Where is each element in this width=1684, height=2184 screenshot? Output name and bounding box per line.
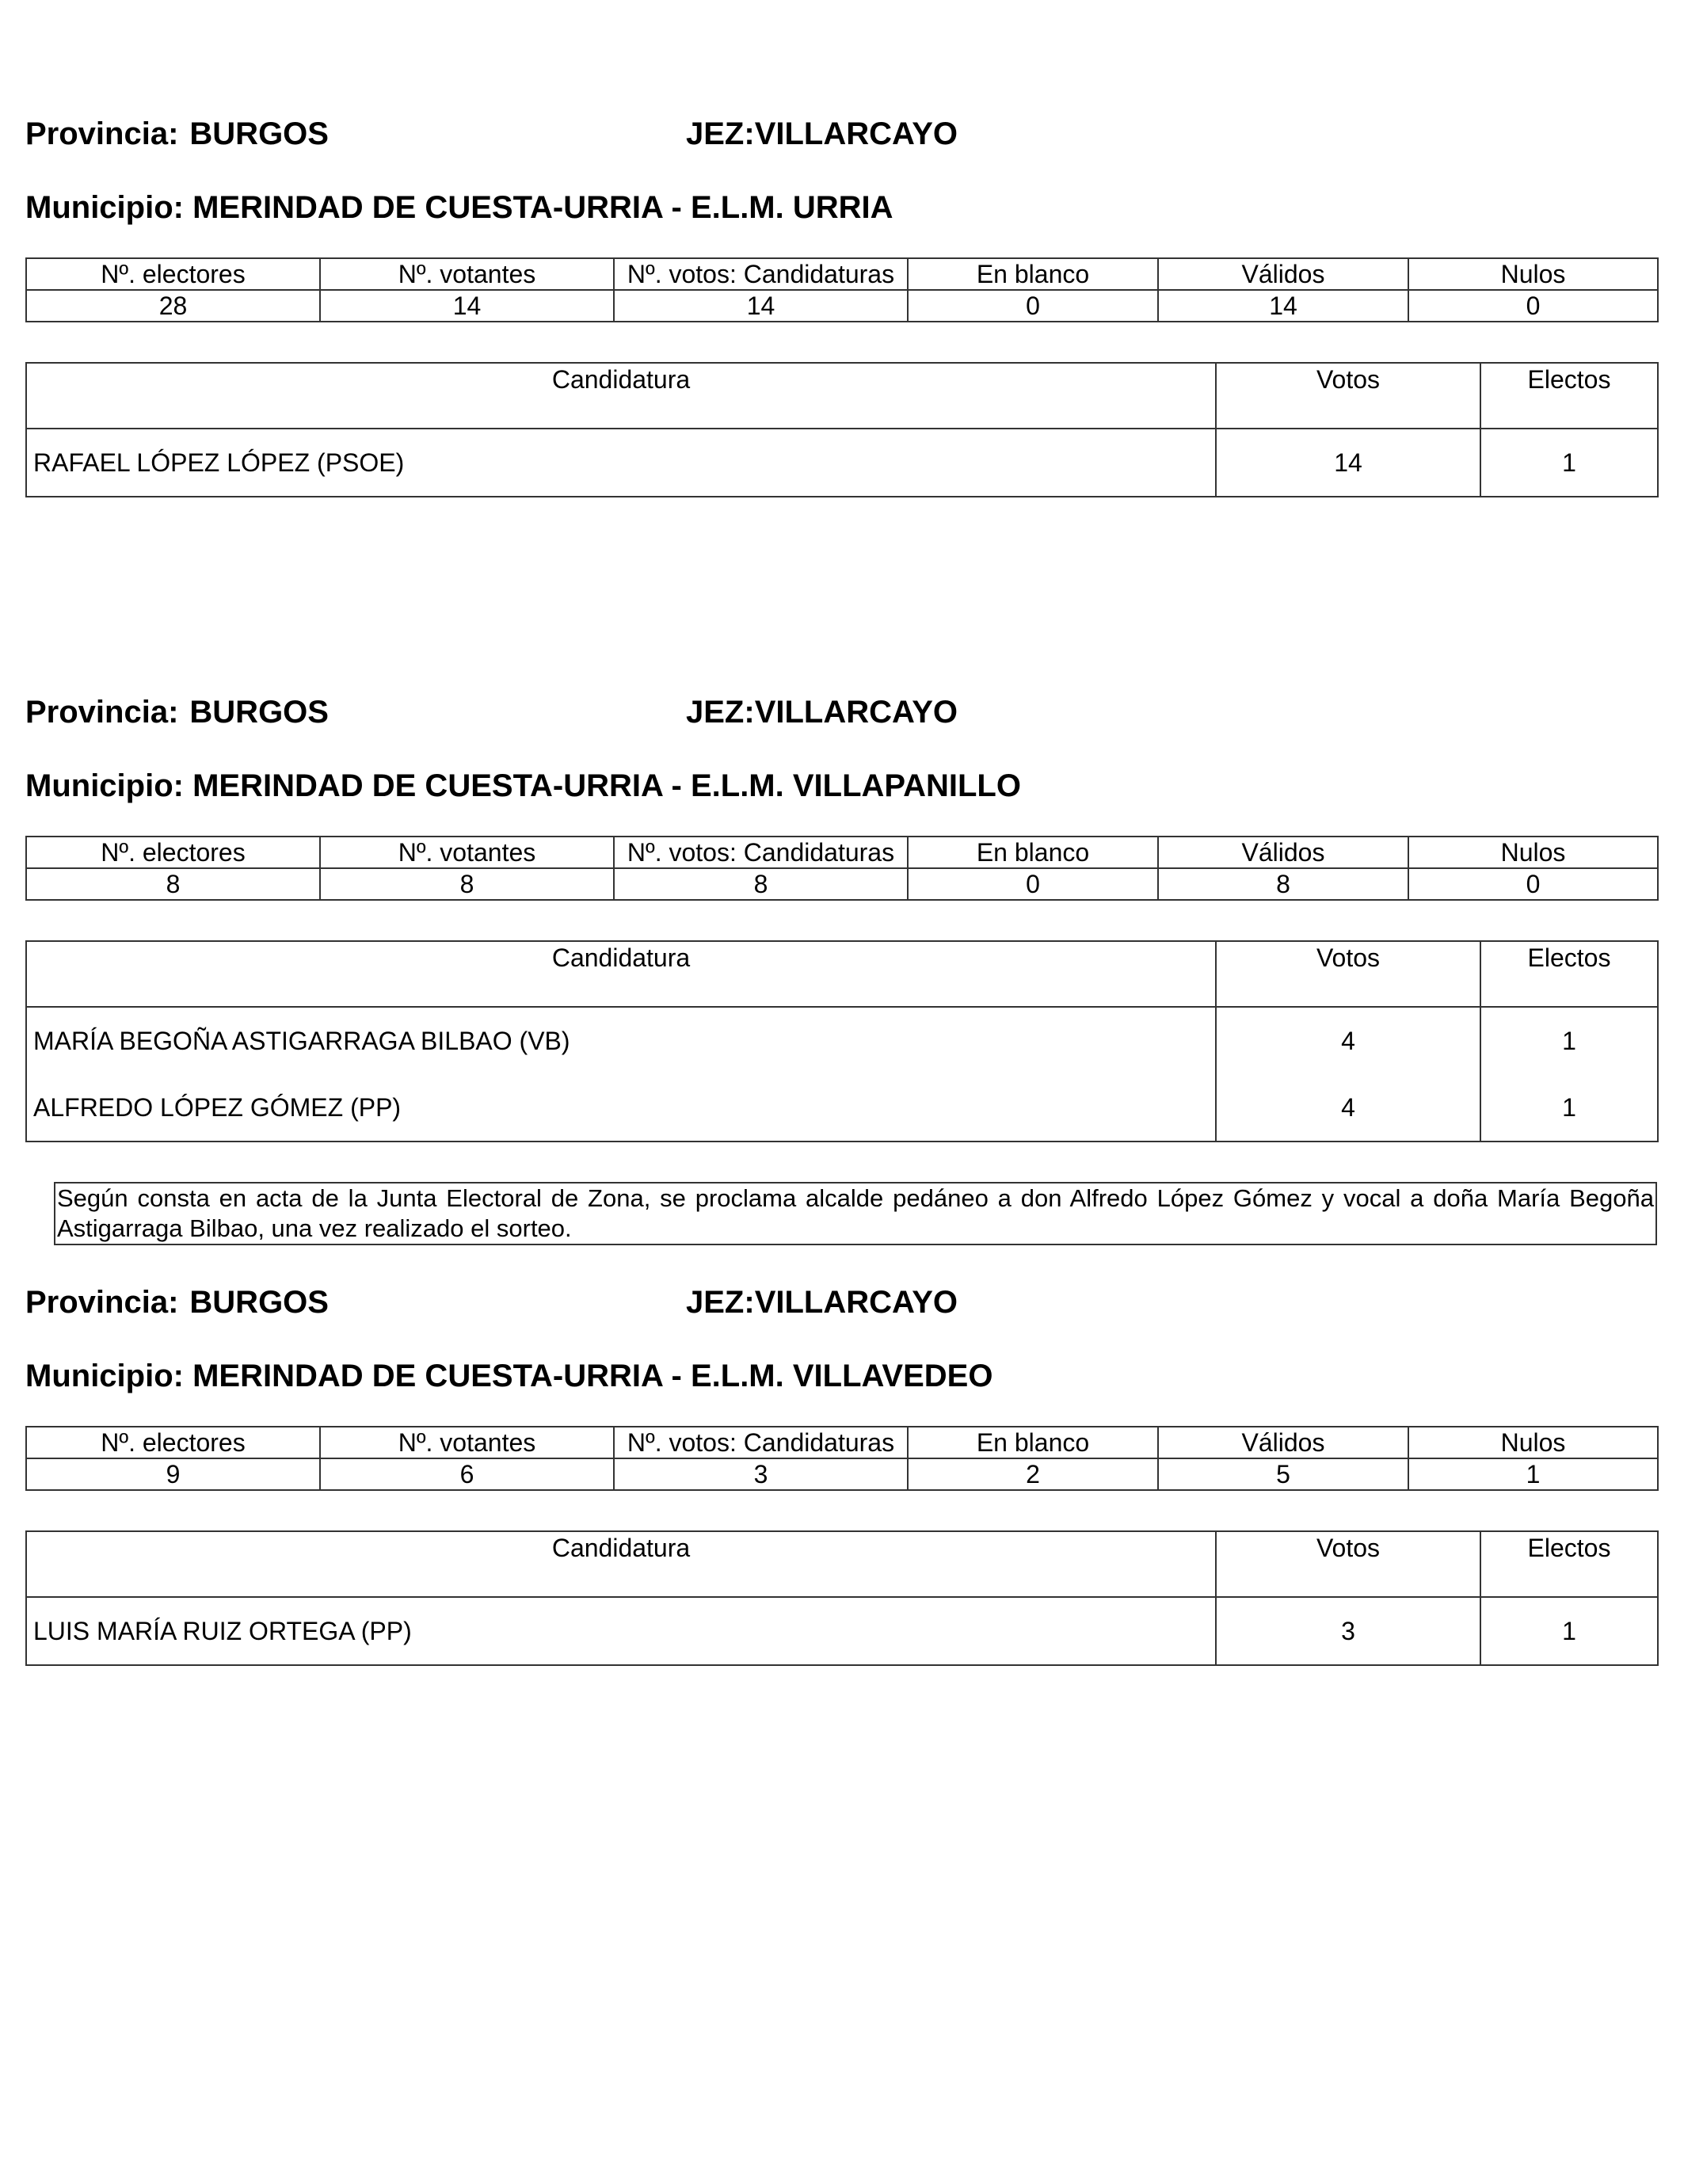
provincia-value: BURGOS <box>189 116 329 151</box>
stats-header-votos-candidaturas: Nº. votos: Candidaturas <box>614 837 908 868</box>
stats-header-en-blanco: En blanco <box>908 1427 1158 1458</box>
header-candidatura: Candidatura <box>26 363 1216 429</box>
candidate-name: LUIS MARÍA RUIZ ORTEGA (PP) <box>26 1597 1216 1665</box>
stats-header-electores: Nº. electores <box>26 258 320 290</box>
stats-value-row <box>26 290 1658 322</box>
stats-header-en-blanco: En blanco <box>908 258 1158 290</box>
municipio-value: MERINDAD DE CUESTA-URRIA - E.L.M. VILLAPANILLO <box>192 768 1021 803</box>
stats-validos: 5 <box>1158 1458 1408 1490</box>
candidate-votos: 4 <box>1216 1074 1480 1142</box>
candidates-header-row <box>26 941 1658 1007</box>
jez-label: JEZ: <box>686 116 755 151</box>
provincia-line <box>25 1283 329 1321</box>
stats-table <box>25 257 1659 322</box>
provincia-value: BURGOS <box>189 1285 329 1320</box>
provincia-label: Provincia: <box>25 695 179 730</box>
provincia-line <box>25 115 329 153</box>
candidate-electos: 1 <box>1480 1007 1658 1074</box>
stats-votantes: 6 <box>320 1458 614 1490</box>
stats-electores: 9 <box>26 1458 320 1490</box>
stats-value-row <box>26 1458 1658 1490</box>
stats-header-validos: Válidos <box>1158 258 1408 290</box>
provincia-label: Provincia: <box>25 1285 179 1320</box>
header-electos: Electos <box>1480 941 1658 1007</box>
candidate-votos: 4 <box>1216 1007 1480 1074</box>
section-urria <box>25 115 1657 495</box>
stats-votos-candidaturas: 14 <box>614 290 908 322</box>
jez-label: JEZ: <box>686 695 755 730</box>
stats-header-validos: Válidos <box>1158 1427 1408 1458</box>
stats-table <box>25 1426 1659 1491</box>
stats-header-en-blanco: En blanco <box>908 837 1158 868</box>
jez-line <box>686 1283 958 1321</box>
stats-header-electores: Nº. electores <box>26 837 320 868</box>
municipio-label: Municipio: <box>25 190 184 225</box>
candidate-row <box>26 1074 1658 1142</box>
stats-votos-candidaturas: 3 <box>614 1458 908 1490</box>
municipio-line <box>25 189 893 227</box>
candidate-electos: 1 <box>1480 429 1658 497</box>
candidate-electos: 1 <box>1480 1074 1658 1142</box>
stats-en-blanco: 0 <box>908 868 1158 900</box>
header-votos: Votos <box>1216 1531 1480 1597</box>
stats-header-nulos: Nulos <box>1408 258 1658 290</box>
candidates-table <box>25 1530 1659 1666</box>
stats-header-votos-candidaturas: Nº. votos: Candidaturas <box>614 1427 908 1458</box>
jez-label: JEZ: <box>686 1285 755 1320</box>
stats-header-row <box>26 1427 1658 1458</box>
candidate-name: MARÍA BEGOÑA ASTIGARRAGA BILBAO (VB) <box>26 1007 1216 1074</box>
stats-header-votantes: Nº. votantes <box>320 258 614 290</box>
candidate-row <box>26 429 1658 497</box>
header-candidatura: Candidatura <box>26 1531 1216 1597</box>
proclamation-note: Según consta en acta de la Junta Electoral de Zona, se proclama alcalde pedáneo a don Alfredo López Gómez y vocal a doña María Begoña Astigarraga Bilbao, una vez realizado el sorteo. <box>54 1182 1657 1245</box>
municipio-line <box>25 767 1021 805</box>
provincia-value: BURGOS <box>189 695 329 730</box>
stats-validos: 14 <box>1158 290 1408 322</box>
header-votos: Votos <box>1216 941 1480 1007</box>
stats-header-votos-candidaturas: Nº. votos: Candidaturas <box>614 258 908 290</box>
municipio-value: MERINDAD DE CUESTA-URRIA - E.L.M. URRIA <box>192 190 893 225</box>
stats-table <box>25 836 1659 901</box>
header-candidatura: Candidatura <box>26 941 1216 1007</box>
section-villavedeo <box>25 1283 1657 1664</box>
provincia-label: Provincia: <box>25 116 179 151</box>
stats-header-votantes: Nº. votantes <box>320 1427 614 1458</box>
provincia-line <box>25 693 329 731</box>
candidates-header-row <box>26 363 1658 429</box>
candidate-electos: 1 <box>1480 1597 1658 1665</box>
stats-electores: 8 <box>26 868 320 900</box>
stats-votos-candidaturas: 8 <box>614 868 908 900</box>
jez-value: VILLARCAYO <box>754 695 958 730</box>
header-electos: Electos <box>1480 1531 1658 1597</box>
stats-en-blanco: 0 <box>908 290 1158 322</box>
candidate-name: ALFREDO LÓPEZ GÓMEZ (PP) <box>26 1074 1216 1142</box>
stats-header-row <box>26 258 1658 290</box>
municipio-value: MERINDAD DE CUESTA-URRIA - E.L.M. VILLAVEDEO <box>192 1359 993 1393</box>
municipio-label: Municipio: <box>25 768 184 803</box>
stats-votantes: 8 <box>320 868 614 900</box>
jez-value: VILLARCAYO <box>754 1285 958 1320</box>
candidates-table <box>25 362 1659 497</box>
stats-nulos: 0 <box>1408 868 1658 900</box>
stats-header-electores: Nº. electores <box>26 1427 320 1458</box>
stats-nulos: 1 <box>1408 1458 1658 1490</box>
stats-electores: 28 <box>26 290 320 322</box>
stats-validos: 8 <box>1158 868 1408 900</box>
candidates-table <box>25 940 1659 1142</box>
jez-line <box>686 115 958 153</box>
stats-nulos: 0 <box>1408 290 1658 322</box>
stats-header-validos: Válidos <box>1158 837 1408 868</box>
municipio-label: Municipio: <box>25 1359 184 1393</box>
candidate-name: RAFAEL LÓPEZ LÓPEZ (PSOE) <box>26 429 1216 497</box>
candidate-row <box>26 1007 1658 1074</box>
candidate-votos: 14 <box>1216 429 1480 497</box>
header-electos: Electos <box>1480 363 1658 429</box>
municipio-line <box>25 1357 992 1395</box>
stats-header-nulos: Nulos <box>1408 837 1658 868</box>
stats-value-row <box>26 868 1658 900</box>
stats-en-blanco: 2 <box>908 1458 1158 1490</box>
candidate-votos: 3 <box>1216 1597 1480 1665</box>
header-votos: Votos <box>1216 363 1480 429</box>
stats-header-nulos: Nulos <box>1408 1427 1658 1458</box>
candidates-header-row <box>26 1531 1658 1597</box>
candidate-row <box>26 1597 1658 1665</box>
jez-line <box>686 693 958 731</box>
stats-header-row <box>26 837 1658 868</box>
stats-votantes: 14 <box>320 290 614 322</box>
section-villapanillo <box>25 693 1657 1248</box>
jez-value: VILLARCAYO <box>754 116 958 151</box>
stats-header-votantes: Nº. votantes <box>320 837 614 868</box>
